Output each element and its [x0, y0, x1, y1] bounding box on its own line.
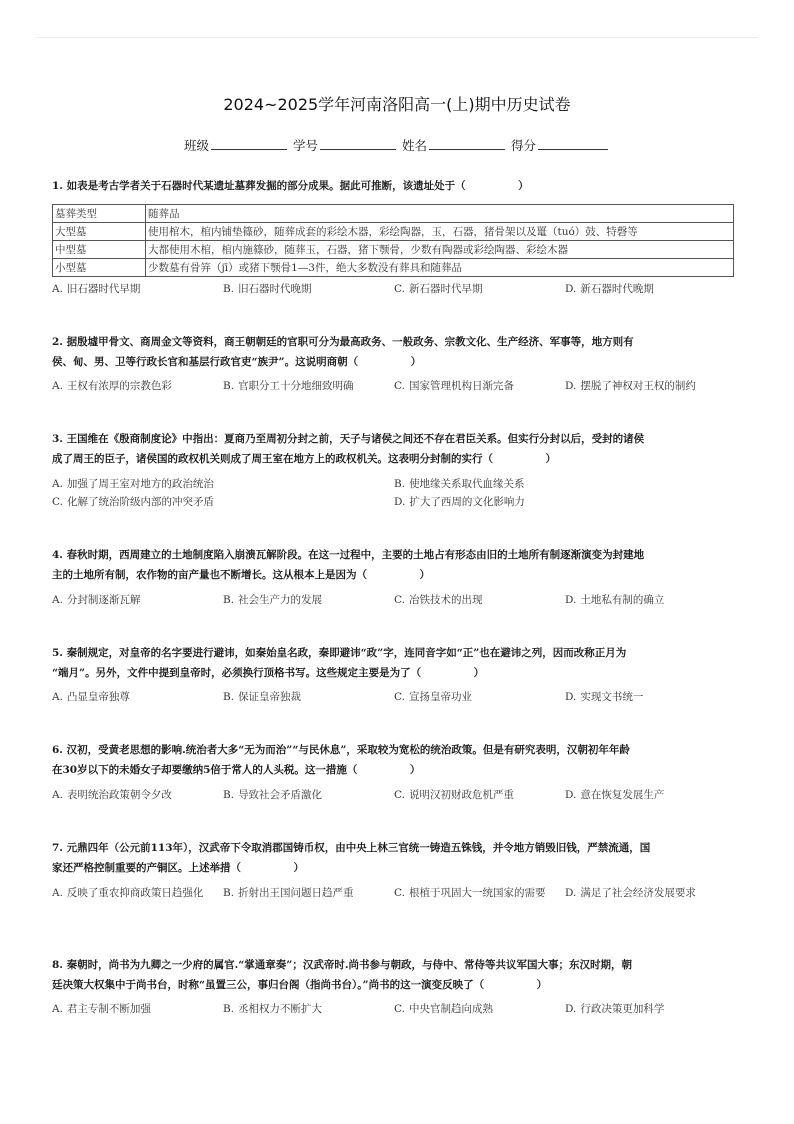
question-1-stem: 1. 如表是考古学者关于石器时代某遗址墓葬发掘的部分成果。据此可推断，该遗址处于（ ） — [52, 180, 529, 192]
option-c[interactable]: C. 宣扬皇帝功业 — [394, 691, 472, 703]
exam-title: 2024~2025学年河南洛阳高一(上)期中历史试卷 — [223, 95, 571, 114]
option-d[interactable]: D. 土地私有制的确立 — [565, 594, 665, 606]
table-row — [53, 259, 734, 277]
name-blank — [429, 137, 505, 150]
option-c[interactable]: C. 新石器时代早期 — [394, 283, 483, 295]
stem-line: 在30岁以下的未婚女子却要缴纳5倍于常人的人头税。这一措施（ ） — [52, 764, 421, 776]
table-row — [53, 241, 734, 259]
stem-line: 6. 汉初，受黄老思想的影响.统治者大多“无为而治”“与民休息”，采取较为宽松的统治政策。但是有研究表明，汉朝初年年龄 — [52, 744, 630, 756]
option-b[interactable]: B. 使地缘关系取代血缘关系 — [394, 478, 525, 490]
option-a[interactable]: A. 凸显皇帝独尊 — [52, 691, 130, 703]
burial-table — [52, 204, 734, 277]
option-d[interactable]: D. 扩大了西周的文化影响力 — [394, 496, 525, 508]
class-label: 班级 — [183, 138, 209, 153]
option-c[interactable]: C. 中央官制趋向成熟 — [394, 1003, 493, 1015]
stem-line: “端月”。另外，文件中提到皇帝时，必须换行顶格书写。这些规定主要是为了（ ） — [52, 667, 485, 679]
table-cell: 大型墓 — [53, 223, 146, 241]
option-a[interactable]: A. 王权有浓厚的宗教色彩 — [52, 380, 172, 392]
student-info-line — [0, 136, 794, 154]
option-c[interactable]: C. 国家管理机构日渐完备 — [394, 380, 514, 392]
question-7-stem — [52, 838, 740, 878]
stem-line: 4. 春秋时期，西周建立的土地制度陷入崩溃瓦解阶段。在这一过程中，主要的土地占有形态由旧的土地所有制逐渐演变为封建地 — [52, 549, 645, 561]
stem-line: 家还严格控制重要的产铜区。上述举措（ ） — [52, 862, 304, 874]
score-blank — [538, 137, 608, 150]
stem-line: 8. 秦朝时，尚书为九卿之一少府的属官.“掌通章奏”；汉武帝时.尚书参与朝政，与侍中、常侍等共议军国大事；东汉时期，朝 — [52, 959, 633, 971]
option-b[interactable]: B. 丞相权力不断扩大 — [223, 1003, 323, 1015]
table-cell: 中型墓 — [53, 241, 146, 259]
option-b[interactable]: B. 折射出王国问题日趋严重 — [223, 887, 354, 899]
score-label: 得分 — [510, 138, 536, 153]
stem-line: 廷决策大权集中于尚书台，时称“虽置三公，事归台阁（指尚书台）。”尚书的这一演变反映了（ ） — [52, 979, 548, 991]
option-b[interactable]: B. 社会生产力的发展 — [223, 594, 323, 606]
table-header-cell: 随葬品 — [146, 205, 734, 223]
question-8-stem — [52, 955, 740, 995]
stem-line: 2. 据殷墟甲骨文、商周金文等资料，商王朝朝廷的官职可分为最高政务、一般政务、宗教文化、生产经济、军事等，地方则有 — [52, 336, 634, 348]
stem-line: 5. 秦制规定，对皇帝的名字要进行避讳，如秦始皇名政，秦即避讳“政”字，连同音字如“正”也在避讳之列，因而改称正月为 — [52, 647, 627, 659]
option-a[interactable]: A. 反映了重农抑商政策日趋强化 — [52, 887, 204, 899]
option-d[interactable]: D. 新石器时代晚期 — [565, 283, 654, 295]
option-a[interactable]: A. 君主专制不断加强 — [52, 1003, 151, 1015]
class-blank — [211, 137, 287, 150]
option-a[interactable]: A. 加强了周王室对地方的政治统治 — [52, 478, 214, 490]
question-6-stem — [52, 740, 740, 780]
number-label: 学号 — [292, 138, 318, 153]
option-d[interactable]: D. 意在恢复发展生产 — [565, 789, 665, 801]
stem-line: 主的土地所有制，农作物的亩产量也不断增长。这从根本上是因为（ ） — [52, 569, 430, 581]
option-b[interactable]: B. 官职分工十分地细致明确 — [223, 380, 354, 392]
option-d[interactable]: D. 满足了社会经济发展要求 — [565, 887, 696, 899]
question-4-stem — [52, 545, 740, 585]
option-c[interactable]: C. 化解了统治阶级内部的冲突矛盾 — [52, 496, 214, 508]
table-header-cell: 墓葬类型 — [53, 205, 146, 223]
stem-line: 侯、甸、男、卫等行政长官和基层行政官吏“族尹”。这说明商朝（ ） — [52, 356, 422, 368]
option-a[interactable]: A. 旧石器时代早期 — [52, 283, 141, 295]
option-d[interactable]: D. 实现文书统一 — [565, 691, 644, 703]
number-blank — [320, 137, 396, 150]
question-3-stem — [52, 429, 740, 469]
table-row — [53, 223, 734, 241]
question-5-stem — [52, 643, 740, 683]
table-cell: 少数墓有骨笄（jī）或猪下颚骨1—3件，绝大多数没有葬具和随葬品 — [146, 259, 734, 277]
option-b[interactable]: B. 保证皇帝独裁 — [223, 691, 302, 703]
option-a[interactable]: A. 分封制逐渐瓦解 — [52, 594, 141, 606]
option-c[interactable]: C. 说明汉初财政危机严重 — [394, 789, 514, 801]
option-c[interactable]: C. 冶铁技术的出现 — [394, 594, 483, 606]
name-label: 姓名 — [401, 138, 427, 153]
table-cell: 大都使用木棺，棺内施篠砂，随葬玉，石器，猪下颚骨，少数有陶器或彩绘陶器、彩绘木器 — [146, 241, 734, 259]
table-cell: 使用棺木，棺内铺垫篠砂，随葬成套的彩绘木器，彩绘陶器，玉，石器，猪骨架以及鼍（tuó）鼓、特磬等 — [146, 223, 734, 241]
stem-line: 7. 元鼎四年（公元前113年），汉武帝下令取消郡国铸币权，由中央上林三官统一铸造五铢钱，并令地方销毁旧钱，严禁流通，国 — [52, 842, 651, 854]
option-a[interactable]: A. 表明统治政策朝令夕改 — [52, 789, 172, 801]
option-d[interactable]: D. 摆脱了神权对王权的制约 — [565, 380, 696, 392]
table-header-row — [53, 205, 734, 223]
header-divider — [36, 37, 758, 38]
question-2-stem — [52, 332, 740, 372]
stem-line: 成了周王的臣子，诸侯国的政权机关则成了周王室在地方上的政权机关。这表明分封制的实行（ ） — [52, 453, 556, 465]
stem-line: 3. 王国维在《殷商制度论》中指出：夏商乃至周初分封之前，天子与诸侯之间还不存在君臣关系。但实行分封以后，受封的诸侯 — [52, 433, 645, 445]
option-c[interactable]: C. 根植于巩固大一统国家的需要 — [394, 887, 546, 899]
option-d[interactable]: D. 行政决策更加科学 — [565, 1003, 665, 1015]
option-b[interactable]: B. 旧石器时代晚期 — [223, 283, 312, 295]
option-b[interactable]: B. 导致社会矛盾激化 — [223, 789, 323, 801]
table-cell: 小型墓 — [53, 259, 146, 277]
